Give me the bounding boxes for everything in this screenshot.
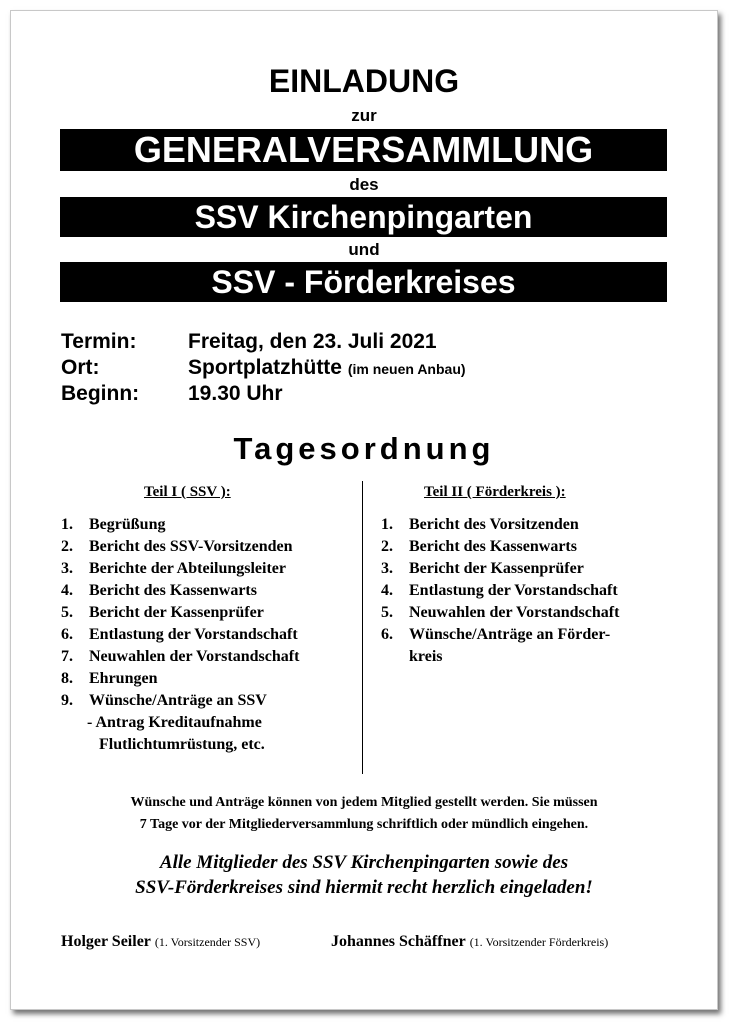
agenda-item-text: Entlastung der Vorstandschaft [89,626,298,643]
signature-name: Johannes Schäffner [331,933,466,950]
agenda-item [61,624,299,646]
agenda-item-text: Wünsche/Anträge an SSV [89,692,267,709]
subtitle-und: und [348,240,380,259]
agenda-item-number: 5. [61,604,73,621]
ort-value-wrap [188,355,466,382]
agenda-item-number: 2. [61,538,73,555]
agenda-item-number: 2. [381,538,393,555]
agenda-item [381,624,619,646]
beginn-value: 19.30 Uhr [188,382,283,405]
agenda-item-number: 9. [61,692,73,709]
agenda-item [61,668,299,690]
banner-club: SSV Kirchenpingarten [60,197,667,237]
invite-line1: Alle Mitglieder des SSV Kirchenpingarten sowie des [159,852,569,873]
agenda-item [61,580,299,602]
agenda-item-number: 8. [61,670,73,687]
agenda-item-number: 4. [381,582,393,599]
agenda-item-text: Neuwahlen der Vorstandschaft [89,648,300,665]
agenda-item [381,536,619,558]
agenda-item [381,558,619,580]
agenda-item [61,514,299,536]
agenda-item-text: Neuwahlen der Vorstandschaft [409,604,620,621]
agenda-item-text: Bericht des Kassenwarts [89,582,257,599]
ort-label: Ort: [61,356,100,379]
subtitle-zur: zur [351,106,377,125]
signature-name: Holger Seiler [61,933,151,950]
part1-sub1: - Antrag Kreditaufnahme [87,714,262,731]
agenda-item-text: Entlastung der Vorstandschaft [409,582,618,599]
termin-value: Freitag, den 23. Juli 2021 [188,330,437,353]
agenda-item-text: Bericht der Kassenprüfer [409,560,584,577]
agenda-item [61,646,299,668]
subtitle-des: des [349,175,379,194]
signature-2 [331,933,608,951]
agenda-item [381,514,619,536]
agenda-item [61,558,299,580]
signature-role: (1. Vorsitzender Förderkreis) [469,935,609,949]
invite-line2: SSV-Förderkreises sind hiermit recht herzlich eingeladen! [135,877,593,898]
agenda-item-number: 4. [61,582,73,599]
title-einladung: EINLADUNG [268,63,460,99]
agenda-item-number: 1. [381,516,393,533]
agenda-item [381,580,619,602]
agenda-item-text: Bericht des SSV-Vorsitzenden [89,538,293,555]
ort-note: (im neuen Anbau) [347,361,466,377]
part2-cont: kreis [409,648,443,665]
part2-heading: Teil II ( Förderkreis ): [424,484,566,500]
agenda-item-text: Bericht des Kassenwarts [409,538,577,555]
agenda-item-number: 7. [61,648,73,665]
agenda-item-number: 5. [381,604,393,621]
part1-list [61,514,299,756]
signature-role: (1. Vorsitzender SSV) [154,935,261,949]
signature-1 [61,933,260,951]
part1-sub2: Flutlichtumrüstung, etc. [99,736,265,753]
agenda-item-number: 1. [61,516,73,533]
agenda-item [61,536,299,558]
banner-generalversammlung: GENERALVERSAMMLUNG [60,129,667,171]
agenda-title: Tagesordnung [233,431,495,466]
agenda-item-number: 6. [61,626,73,643]
agenda-item-text: Berichte der Abteilungsleiter [89,560,286,577]
note-line2: 7 Tage vor der Mitgliederversammlung schriftlich oder mündlich eingehen. [139,817,589,832]
agenda-item-text: Wünsche/Anträge an Förder- [409,626,611,643]
column-divider [362,481,363,774]
agenda-item-text: Ehrungen [89,670,158,687]
banner-foerderkreis: SSV - Förderkreises [60,262,667,302]
agenda-item-number: 6. [381,626,393,643]
agenda-item-number: 3. [61,560,73,577]
termin-label: Termin: [61,330,137,353]
agenda-item-text: Begrüßung [89,516,166,533]
agenda-item-text: Bericht des Vorsitzenden [409,516,579,533]
document-page [10,10,718,1010]
agenda-item-number: 3. [381,560,393,577]
agenda-item-text: Bericht der Kassenprüfer [89,604,264,621]
part2-list [381,514,619,668]
beginn-label: Beginn: [61,382,140,405]
agenda-item [61,690,299,712]
agenda-item [381,602,619,624]
ort-value: Sportplatzhütte [188,356,342,379]
part1-heading: Teil I ( SSV ): [144,484,231,500]
note-line1: Wünsche und Anträge können von jedem Mitglied gestellt werden. Sie müssen [130,795,598,810]
agenda-item [61,602,299,624]
